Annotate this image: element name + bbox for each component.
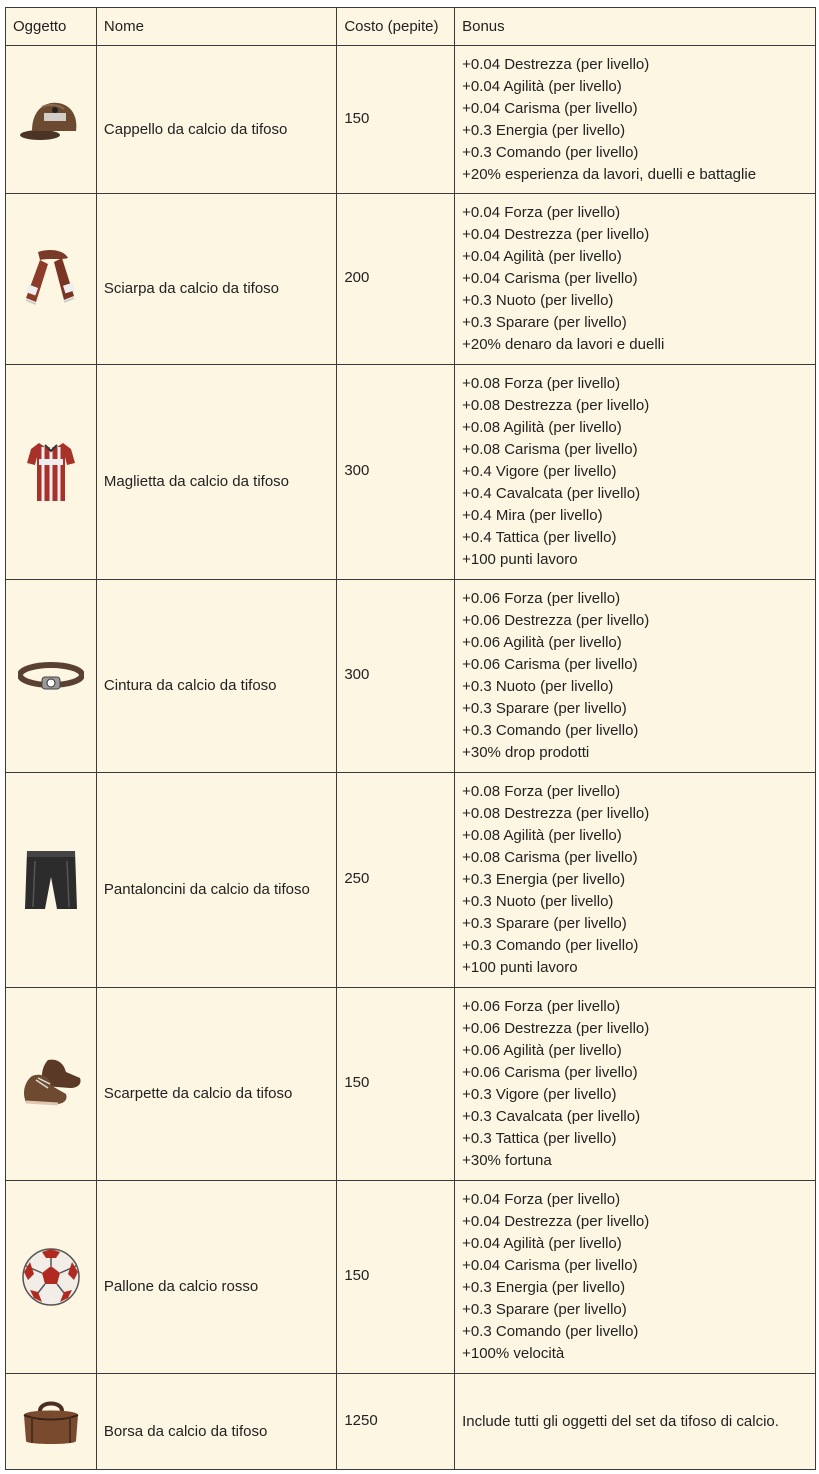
bonus-line: +0.3 Comando (per livello) xyxy=(462,1323,639,1340)
item-bonus xyxy=(455,988,816,1181)
item-cost: 1250 xyxy=(337,1374,455,1470)
header-name: Nome xyxy=(96,8,336,46)
bonus-line: +0.3 Nuoto (per livello) xyxy=(462,292,614,309)
bonus-line: +100% velocità xyxy=(462,1345,565,1362)
bonus-line: +0.06 Destrezza (per livello) xyxy=(462,1020,650,1037)
jersey-icon xyxy=(21,439,81,505)
item-bonus xyxy=(455,365,816,580)
bonus-line: +0.4 Vigore (per livello) xyxy=(462,463,617,480)
bonus-line: +0.4 Tattica (per livello) xyxy=(462,529,617,546)
item-cost: 150 xyxy=(337,988,455,1181)
items-table xyxy=(5,7,816,1470)
item-name: Scarpette da calcio da tifoso xyxy=(96,988,336,1181)
bonus-line: +0.08 Forza (per livello) xyxy=(462,375,621,392)
bonus-line: +0.3 Comando (per livello) xyxy=(462,143,639,161)
table-row xyxy=(6,1181,816,1374)
item-name: Sciarpa da calcio da tifoso xyxy=(96,194,336,365)
table-row xyxy=(6,365,816,580)
item-icon-cell xyxy=(6,194,97,365)
table-row xyxy=(6,194,816,365)
bonus-line: +0.3 Nuoto (per livello) xyxy=(462,893,614,910)
bonus-line: +0.3 Nuoto (per livello) xyxy=(462,678,614,695)
bonus-line: +0.04 Carisma (per livello) xyxy=(462,99,638,117)
header-cost: Costo (pepite) xyxy=(337,8,455,46)
item-icon-cell xyxy=(6,988,97,1181)
item-icon-cell xyxy=(6,773,97,988)
bonus-line: +0.06 Destrezza (per livello) xyxy=(462,612,650,629)
bonus-line: +0.3 Sparare (per livello) xyxy=(462,1301,627,1318)
item-cost: 250 xyxy=(337,773,455,988)
bonus-line: +0.4 Cavalcata (per livello) xyxy=(462,485,641,502)
cap-icon xyxy=(18,95,84,145)
bonus-line: +30% fortuna xyxy=(462,1152,552,1169)
bonus-line: +0.06 Forza (per livello) xyxy=(462,998,621,1015)
shorts-icon xyxy=(21,847,81,913)
bonus-line: +0.3 Sparare (per livello) xyxy=(462,915,627,932)
bonus-line: +0.06 Carisma (per livello) xyxy=(462,656,638,673)
item-name: Borsa da calcio da tifoso xyxy=(96,1374,336,1470)
bonus-line: +0.08 Carisma (per livello) xyxy=(462,441,638,458)
item-bonus xyxy=(455,46,816,194)
bonus-line: +0.08 Destrezza (per livello) xyxy=(462,805,650,822)
item-icon-cell xyxy=(6,46,97,194)
header-bonus: Bonus xyxy=(455,8,816,46)
bonus-line: +0.3 Energia (per livello) xyxy=(462,1279,626,1296)
bonus-line: +0.3 Sparare (per livello) xyxy=(462,314,627,331)
bonus-line: +0.3 Energia (per livello) xyxy=(462,871,626,888)
bonus-line: +30% drop prodotti xyxy=(462,744,590,761)
bonus-line: +0.06 Forza (per livello) xyxy=(462,590,621,607)
table-row xyxy=(6,580,816,773)
bonus-line: +0.04 Destrezza (per livello) xyxy=(462,226,650,243)
bonus-line: +0.08 Forza (per livello) xyxy=(462,783,621,800)
bonus-line: Include tutti gli oggetti del set da tifoso di calcio. xyxy=(462,1412,779,1430)
item-cost: 150 xyxy=(337,46,455,194)
bonus-line: +0.04 Carisma (per livello) xyxy=(462,270,638,287)
bonus-line: +0.08 Destrezza (per livello) xyxy=(462,397,650,414)
item-name: Cappello da calcio da tifoso xyxy=(96,46,336,194)
bonus-line: +0.04 Agilità (per livello) xyxy=(462,248,622,265)
bonus-line: +0.06 Carisma (per livello) xyxy=(462,1064,638,1081)
bonus-line: +20% denaro da lavori e duelli xyxy=(462,336,665,353)
bonus-line: +0.04 Agilità (per livello) xyxy=(462,77,622,95)
item-icon-cell xyxy=(6,1181,97,1374)
bonus-line: +0.3 Vigore (per livello) xyxy=(462,1086,617,1103)
item-name: Pallone da calcio rosso xyxy=(96,1181,336,1374)
item-icon-cell xyxy=(6,1374,97,1470)
bonus-line: +20% esperienza da lavori, duelli e battaglie xyxy=(462,165,757,183)
bonus-line: +0.3 Comando (per livello) xyxy=(462,722,639,739)
bonus-line: +100 punti lavoro xyxy=(462,551,578,568)
bonus-line: +0.08 Agilità (per livello) xyxy=(462,827,622,844)
table-row xyxy=(6,773,816,988)
football-icon xyxy=(20,1246,82,1308)
bonus-line: +0.04 Forza (per livello) xyxy=(462,1191,621,1208)
item-cost: 150 xyxy=(337,1181,455,1374)
header-row xyxy=(6,8,816,46)
table-row xyxy=(6,46,816,194)
item-bonus xyxy=(455,1181,816,1374)
bonus-line: +0.3 Comando (per livello) xyxy=(462,937,639,954)
bonus-line: +0.3 Cavalcata (per livello) xyxy=(462,1108,641,1125)
item-name: Maglietta da calcio da tifoso xyxy=(96,365,336,580)
belt-icon xyxy=(18,661,84,691)
bonus-line: +0.04 Destrezza (per livello) xyxy=(462,55,650,73)
item-bonus xyxy=(455,194,816,365)
item-name: Cintura da calcio da tifoso xyxy=(96,580,336,773)
bonus-line: +0.3 Tattica (per livello) xyxy=(462,1130,617,1147)
bonus-line: +100 punti lavoro xyxy=(462,959,578,976)
table-row xyxy=(6,988,816,1181)
scarf-icon xyxy=(18,246,84,312)
bonus-line: +0.04 Forza (per livello) xyxy=(462,204,621,221)
item-bonus xyxy=(455,773,816,988)
bonus-line: +0.08 Agilità (per livello) xyxy=(462,419,622,436)
item-cost: 300 xyxy=(337,365,455,580)
item-cost: 300 xyxy=(337,580,455,773)
bag-icon xyxy=(18,1397,84,1447)
bonus-line: +0.04 Agilità (per livello) xyxy=(462,1235,622,1252)
bonus-line: +0.3 Sparare (per livello) xyxy=(462,700,627,717)
bonus-line: +0.4 Mira (per livello) xyxy=(462,507,603,524)
bonus-line: +0.06 Agilità (per livello) xyxy=(462,634,622,651)
bonus-line: +0.3 Energia (per livello) xyxy=(462,121,626,139)
boots-icon xyxy=(18,1054,84,1114)
item-icon-cell xyxy=(6,580,97,773)
item-icon-cell xyxy=(6,365,97,580)
item-name: Pantaloncini da calcio da tifoso xyxy=(96,773,336,988)
bonus-line: +0.08 Carisma (per livello) xyxy=(462,849,638,866)
bonus-line: +0.04 Destrezza (per livello) xyxy=(462,1213,650,1230)
item-bonus xyxy=(455,1374,816,1470)
bonus-line: +0.04 Carisma (per livello) xyxy=(462,1257,638,1274)
header-item: Oggetto xyxy=(6,8,97,46)
item-bonus xyxy=(455,580,816,773)
table-row xyxy=(6,1374,816,1470)
bonus-line: +0.06 Agilità (per livello) xyxy=(462,1042,622,1059)
item-cost: 200 xyxy=(337,194,455,365)
